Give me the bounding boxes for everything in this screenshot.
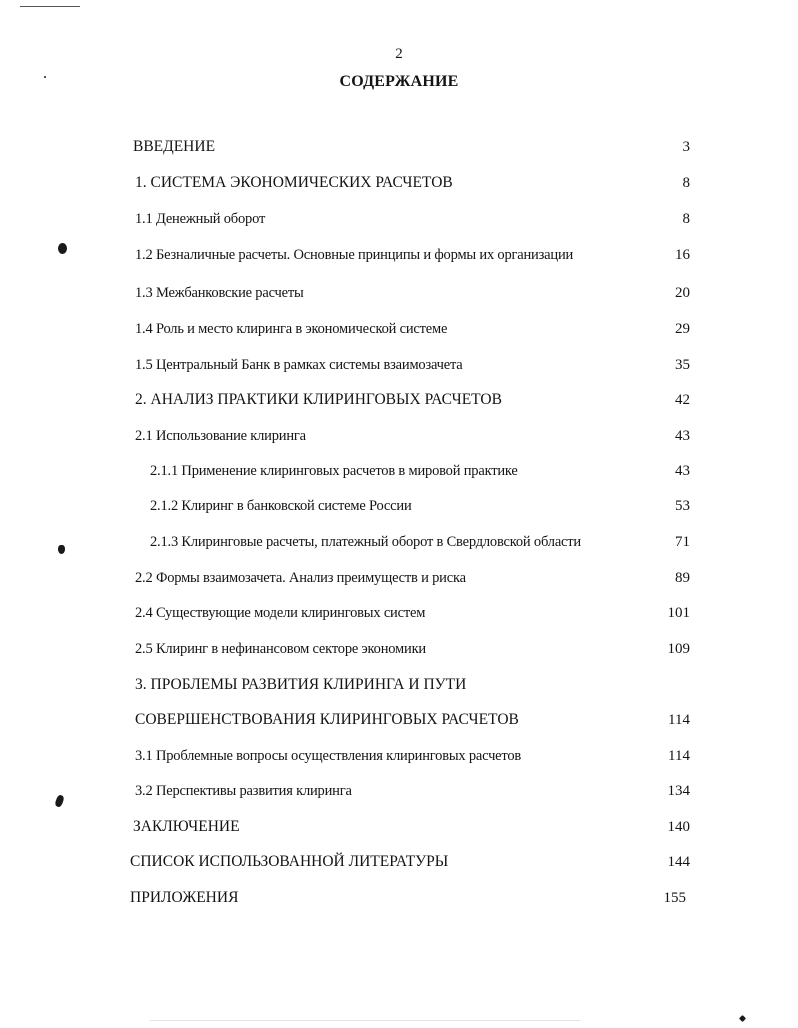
toc-label: ВВЕДЕНИЕ <box>133 138 216 155</box>
toc-page-number: 109 <box>667 641 690 657</box>
scan-speck <box>739 1015 746 1022</box>
toc-page-number: 89 <box>675 570 690 586</box>
toc-label: 3. ПРОБЛЕМЫ РАЗВИТИЯ КЛИРИНГА И ПУТИ <box>135 676 467 693</box>
toc-row-section-2-5[interactable] <box>0 637 798 661</box>
toc-page-number: 53 <box>675 498 690 514</box>
toc-page-number: 43 <box>675 463 690 479</box>
toc-row-section-1-4[interactable] <box>0 317 798 341</box>
toc-row-section-2-4[interactable] <box>0 601 798 625</box>
toc-label: 2.1.2 Клиринг в банковской системе России <box>150 498 412 514</box>
toc-page-number: 35 <box>675 357 690 373</box>
toc-page-number: 8 <box>682 175 690 191</box>
toc-row-introduction[interactable] <box>0 135 798 159</box>
toc-row-section-3-1[interactable] <box>0 744 798 768</box>
toc-row-chapter-3-continued[interactable] <box>0 708 798 732</box>
toc-page-number: 114 <box>668 712 690 728</box>
toc-page-number: 8 <box>682 211 690 227</box>
toc-page-number: 16 <box>675 247 690 263</box>
toc-label: 2.1.3 Клиринговые расчеты, платежный оборот в Свердловской области <box>150 534 581 550</box>
toc-label: 1. СИСТЕМА ЭКОНОМИЧЕСКИХ РАСЧЕТОВ <box>135 174 453 191</box>
scan-artifact-top-line <box>20 6 80 7</box>
toc-label: 3.2 Перспективы развития клиринга <box>135 783 352 799</box>
toc-label: 2. АНАЛИЗ ПРАКТИКИ КЛИРИНГОВЫХ РАСЧЕТОВ <box>135 391 502 408</box>
toc-label: СПИСОК ИСПОЛЬЗОВАННОЙ ЛИТЕРАТУРЫ <box>130 853 449 870</box>
toc-label: 1.3 Межбанковские расчеты <box>135 285 304 301</box>
toc-page-number: 101 <box>667 605 690 621</box>
toc-label: 2.4 Существующие модели клиринговых систем <box>135 605 426 621</box>
toc-row-chapter-2[interactable] <box>0 388 798 412</box>
toc-row-conclusion[interactable] <box>0 815 798 839</box>
toc-row-bibliography[interactable] <box>0 850 798 874</box>
toc-label: ПРИЛОЖЕНИЯ <box>130 889 239 906</box>
toc-label: СОВЕРШЕНСТВОВАНИЯ КЛИРИНГОВЫХ РАСЧЕТОВ <box>135 711 519 728</box>
scan-artifact-bottom-line <box>150 1020 580 1021</box>
toc-row-section-2-1-3[interactable] <box>0 530 798 554</box>
toc-label: 1.2 Безналичные расчеты. Основные принципы и формы их организации <box>135 247 574 263</box>
toc-label: 2.1.1 Применение клиринговых расчетов в мировой практике <box>150 463 518 479</box>
toc-label: 2.5 Клиринг в нефинансовом секторе экономики <box>135 641 426 657</box>
toc-page-number: 155 <box>663 890 686 906</box>
toc-page-number: 114 <box>668 748 690 764</box>
toc-page-number: 29 <box>675 321 690 337</box>
toc-page-number: 3 <box>682 139 690 155</box>
toc-label: 1.1 Денежный оборот <box>135 211 266 227</box>
toc-row-section-1-5[interactable] <box>0 353 798 377</box>
toc-page-number: 42 <box>675 392 690 408</box>
toc-row-section-3-2[interactable] <box>0 779 798 803</box>
toc-row-section-1-2[interactable] <box>0 243 798 267</box>
toc-label: 2.2 Формы взаимозачета. Анализ преимуществ и риска <box>135 570 466 586</box>
page-number: 2 <box>395 46 403 62</box>
toc-page-number: 144 <box>667 854 690 870</box>
toc-label: 1.4 Роль и место клиринга в экономической системе <box>135 321 448 337</box>
toc-page-number: 140 <box>667 819 690 835</box>
toc-page-number: 134 <box>667 783 690 799</box>
toc-row-chapter-3[interactable] <box>0 673 798 697</box>
toc-row-section-2-1-1[interactable] <box>0 459 798 483</box>
toc-row-appendices[interactable] <box>0 886 798 910</box>
toc-row-section-2-2[interactable] <box>0 566 798 590</box>
toc-row-chapter-1[interactable] <box>0 171 798 195</box>
toc-page-number: 43 <box>675 428 690 444</box>
toc-page-number: 71 <box>675 534 690 550</box>
toc-label: 2.1 Использование клиринга <box>135 428 306 444</box>
page-title: СОДЕРЖАНИЕ <box>339 73 459 90</box>
toc-page-number: 20 <box>675 285 690 301</box>
toc-label: ЗАКЛЮЧЕНИЕ <box>133 818 240 835</box>
toc-label: 1.5 Центральный Банк в рамках системы взаимозачета <box>135 357 463 373</box>
toc-row-section-2-1[interactable] <box>0 424 798 448</box>
toc-row-section-1-1[interactable] <box>0 207 798 231</box>
toc-label: 3.1 Проблемные вопросы осуществления клиринговых расчетов <box>135 748 522 764</box>
toc-row-section-1-3[interactable] <box>0 281 798 305</box>
toc-row-section-2-1-2[interactable] <box>0 494 798 518</box>
